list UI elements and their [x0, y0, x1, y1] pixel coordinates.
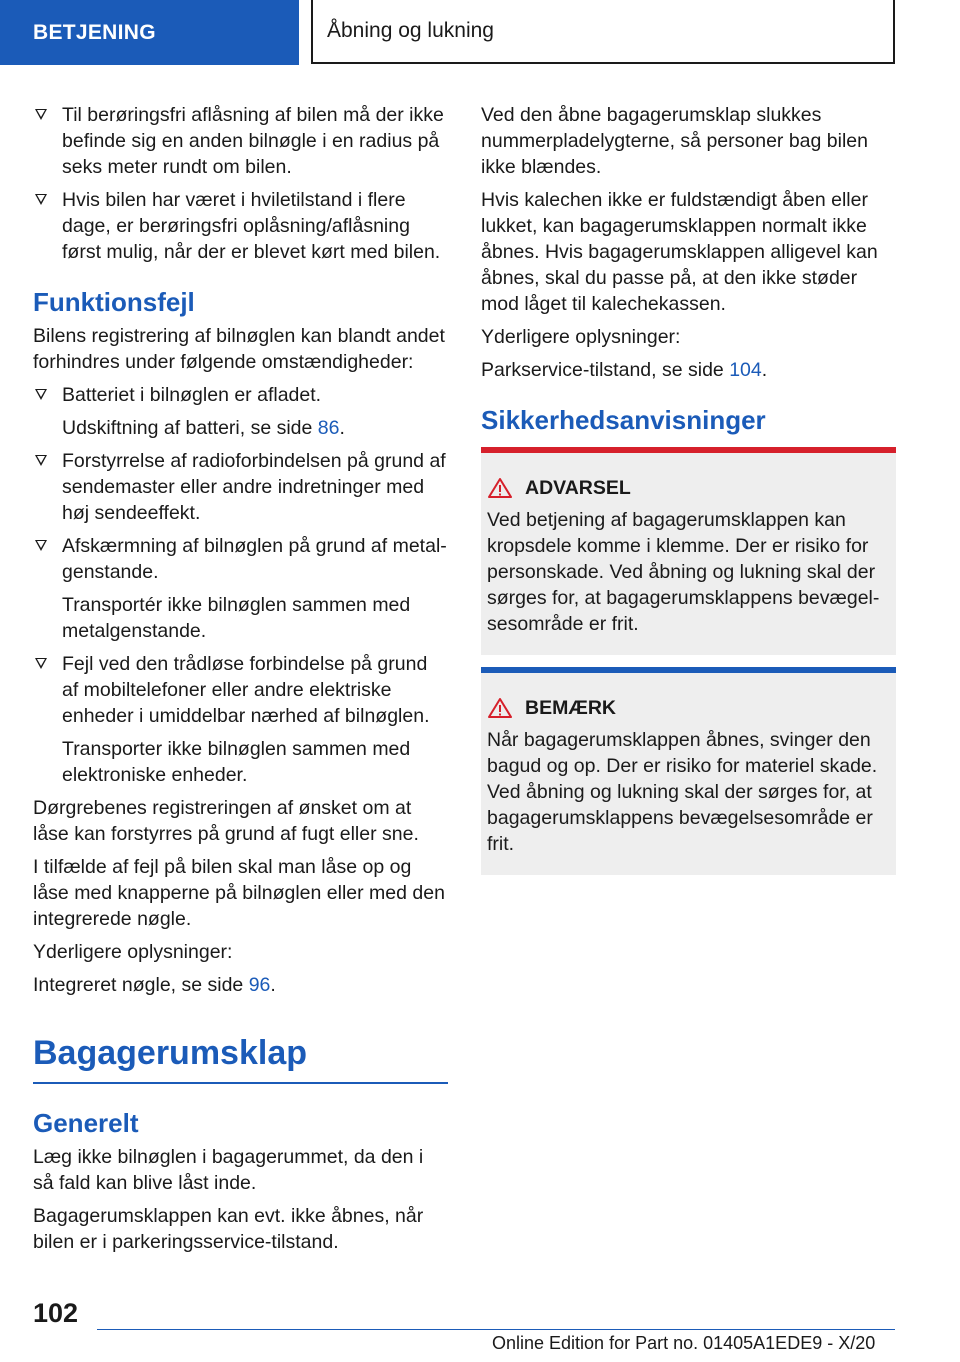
section-tab [0, 0, 299, 65]
note-text: Når bagagerumsklappen åbnes, svinger den bagud og op. Der er risiko for materiel skade. Ved åbning og lukning skal der sørges for, at bagagerumsklappens bevægelsesområde er frit. [487, 729, 878, 855]
bullet-triangle-icon [35, 109, 47, 120]
paragraph: Yderligere oplysninger: [481, 326, 681, 348]
bullet-triangle-icon [35, 389, 47, 400]
heading-bagagerumsklap: Bagagerumsklap [33, 1032, 448, 1084]
page-link[interactable]: 104 [729, 359, 762, 381]
edition-text: Online Edition for Part no. 01405A1EDE9 - X/20 [492, 1333, 876, 1353]
paragraph: Bagagerumsklappen kan evt. ikke åbnes, når bilen er i parkeringsservice-tilstand. [33, 1205, 424, 1253]
page-link[interactable]: 96 [248, 974, 271, 996]
warning-title: ADVARSEL [487, 475, 888, 501]
warning-box [481, 447, 896, 655]
right-column [481, 102, 896, 875]
note-box [481, 667, 896, 875]
list-item: Til berøringsfri aflåsning af bilen må der ikke befinde sig en anden bilnøgle i en radius på seks meter rundt om bilen. [33, 102, 448, 180]
page-number: 102 [33, 1298, 79, 1328]
cross-reference: Integreret nøgle, se side 96. [33, 974, 276, 996]
paragraph: Hvis kalechen ikke er fuldstændigt åben eller lukket, kan bagagerumsklappen normalt ikke åbnes. Hvis bagagerumsklappen alligevel kan åbnes, skal du passe på, at den ikke støder mod låget til kalechekassen. [481, 189, 878, 315]
heading-safety: Sikkerhedsanvisninger [481, 405, 766, 435]
list-item: Hvis bilen har været i hviletilstand i flere dage, er berøringsfri oplåsning/aflåsning først mulig, når der er blevet kørt med bilen. [33, 187, 448, 265]
heading-generelt: Generelt [33, 1108, 139, 1138]
chapter-header [311, 0, 895, 64]
section-label: BETJENING [33, 20, 156, 44]
bullet-triangle-icon [35, 194, 47, 205]
paragraph: Yderligere oplysninger: [33, 941, 233, 963]
note-title: BEMÆRK [487, 695, 888, 721]
bullet-triangle-icon [35, 540, 47, 551]
cross-reference: Parkservice-tilstand, se side 104. [481, 359, 768, 381]
page-link[interactable]: 86 [317, 417, 340, 439]
paragraph: Bilens registrering af bilnøglen kan blandt andet forhindres under følgende omstændigheder: [33, 325, 445, 373]
left-column [33, 102, 448, 1262]
list-item: Batteriet i bilnøglen er afladet. [33, 382, 448, 408]
list-item: Fejl ved den trådløse forbindelse på grund af mobiltelefoner eller andre elektriske enheder i umiddelbar nærhed af bilnøglen. [33, 651, 448, 729]
paragraph: Dørgrebenes registreringen af ønsket om at låse kan forstyrres på grund af fugt eller sne. [33, 797, 419, 845]
paragraph: Transporter ikke bilnøglen sammen med elektroniske enheder. [62, 738, 411, 786]
heading-funktionsfejl: Funktionsfejl [33, 287, 195, 317]
warning-triangle-icon [487, 477, 513, 499]
bullet-triangle-icon [35, 658, 47, 669]
list-item: Forstyrrelse af radioforbindelsen på grund af sendemaster eller andre indretninger med høj sendeeffekt. [33, 448, 448, 526]
caution-triangle-icon [487, 697, 513, 719]
bullet-triangle-icon [35, 455, 47, 466]
cross-reference: Udskiftning af batteri, se side 86. [62, 417, 345, 439]
paragraph: I tilfælde af fejl på bilen skal man låse op og låse med knapperne på bilnøglen eller med den integrerede nøgle. [33, 856, 445, 930]
paragraph: Ved den åbne bagagerumsklap slukkes nummerpladelygterne, så personer bag bilen ikke blændes. [481, 104, 868, 178]
paragraph: Læg ikke bilnøglen i bagagerummet, da den i så fald kan blive låst inde. [33, 1146, 424, 1194]
footer-divider [97, 1329, 895, 1330]
chapter-title: Åbning og lukning [327, 19, 494, 42]
list-item: Afskærmning af bilnøglen på grund af metalgenstande. [33, 533, 448, 585]
warning-text: Ved betjening af bagagerumsklappen kan kropsdele komme i klemme. Der er risiko for personskade. Ved åbning og lukning skal der sørges for, at bagagerumsklappens bevægelsesområde er frit. [487, 509, 880, 635]
paragraph: Transportér ikke bilnøglen sammen med metalgenstande. [62, 594, 411, 642]
